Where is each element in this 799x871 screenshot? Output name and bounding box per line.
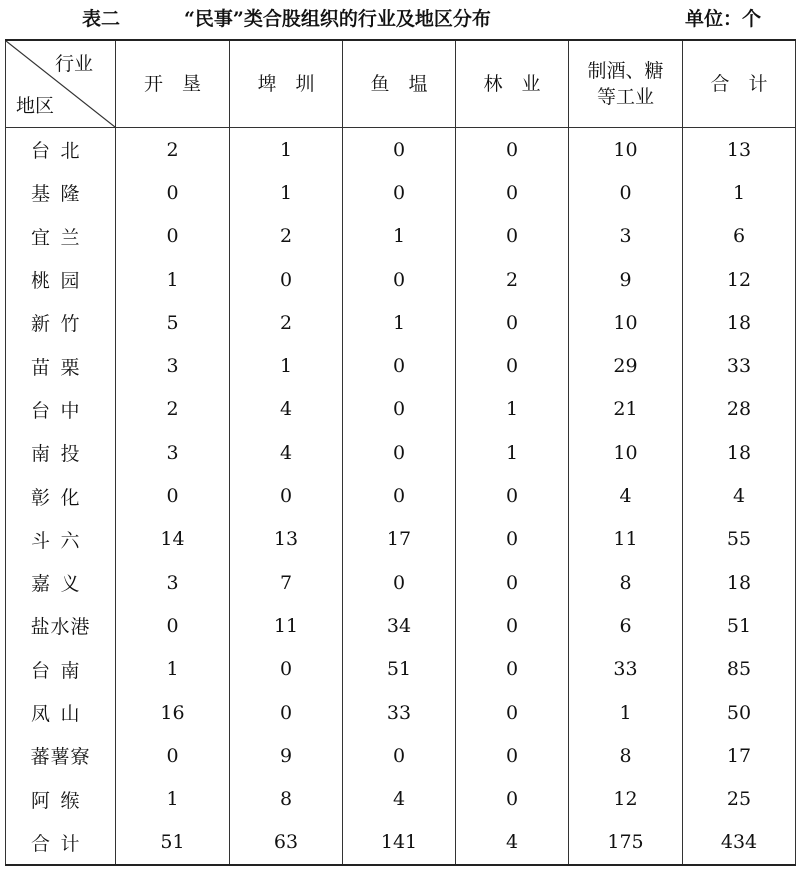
value-cell: 51: [683, 604, 796, 647]
value-cell: 0: [456, 734, 569, 777]
value-cell: 0: [456, 171, 569, 214]
value-cell: 434: [683, 821, 796, 865]
region-cell: 凤山: [6, 691, 116, 734]
value-cell: 11: [230, 604, 343, 647]
value-cell: 0: [343, 734, 456, 777]
data-table: [5, 39, 796, 866]
value-cell: 1: [116, 777, 230, 820]
value-cell: 8: [569, 734, 683, 777]
table-row: [6, 388, 796, 431]
value-cell: 0: [116, 474, 230, 517]
value-cell: 12: [569, 777, 683, 820]
value-cell: 4: [456, 821, 569, 865]
value-cell: 1: [456, 431, 569, 474]
value-cell: 0: [343, 474, 456, 517]
value-cell: 0: [343, 128, 456, 172]
value-cell: 13: [230, 518, 343, 561]
value-cell: 1: [116, 258, 230, 301]
value-cell: 1: [230, 128, 343, 172]
value-cell: 3: [569, 215, 683, 258]
value-cell: 0: [343, 171, 456, 214]
value-cell: 2: [116, 128, 230, 172]
table-row: [6, 648, 796, 691]
value-cell: 16: [116, 691, 230, 734]
region-cell: 台南: [6, 648, 116, 691]
value-cell: 141: [343, 821, 456, 865]
table-unit: 单位：个: [684, 8, 761, 30]
value-cell: 18: [683, 301, 796, 344]
value-cell: 10: [569, 431, 683, 474]
table-row: [6, 561, 796, 604]
value-cell: 14: [116, 518, 230, 561]
region-cell: 桃园: [6, 258, 116, 301]
value-cell: 8: [230, 777, 343, 820]
value-cell: 17: [343, 518, 456, 561]
value-cell: 1: [343, 301, 456, 344]
value-cell: 1: [116, 648, 230, 691]
value-cell: 0: [343, 344, 456, 387]
value-cell: 10: [569, 301, 683, 344]
column-header-industry: [569, 40, 683, 128]
table-row: [6, 431, 796, 474]
region-cell: 合计: [6, 821, 116, 865]
column-header-yuwen: 鱼 塭: [343, 40, 456, 128]
column-header-linye: 林 业: [456, 40, 569, 128]
table-row: [6, 171, 796, 214]
value-cell: 0: [116, 734, 230, 777]
value-cell: 4: [343, 777, 456, 820]
value-cell: 33: [343, 691, 456, 734]
value-cell: 12: [683, 258, 796, 301]
table-row: [6, 474, 796, 517]
value-cell: 0: [343, 431, 456, 474]
value-cell: 2: [456, 258, 569, 301]
value-cell: 2: [116, 388, 230, 431]
value-cell: 3: [116, 431, 230, 474]
region-cell: 南投: [6, 431, 116, 474]
value-cell: 33: [683, 344, 796, 387]
value-cell: 0: [343, 258, 456, 301]
value-cell: 0: [116, 604, 230, 647]
table-row: [6, 258, 796, 301]
table-row: [6, 344, 796, 387]
value-cell: 2: [230, 301, 343, 344]
table-caption: [0, 4, 799, 34]
region-cell: 阿缑: [6, 777, 116, 820]
corner-region-label: 地区: [16, 95, 55, 117]
value-cell: 0: [343, 388, 456, 431]
column-header-kaiken: 开 垦: [116, 40, 230, 128]
region-cell: 苗栗: [6, 344, 116, 387]
region-cell: 新竹: [6, 301, 116, 344]
table-row: [6, 604, 796, 647]
value-cell: 1: [230, 344, 343, 387]
value-cell: 51: [343, 648, 456, 691]
table-row: [6, 128, 796, 172]
value-cell: 11: [569, 518, 683, 561]
region-cell: 嘉义: [6, 561, 116, 604]
value-cell: 5: [116, 301, 230, 344]
corner-header-cell: [6, 40, 116, 128]
value-cell: 0: [343, 561, 456, 604]
corner-industry-label: 行业: [54, 53, 93, 75]
value-cell: 50: [683, 691, 796, 734]
value-cell: 34: [343, 604, 456, 647]
value-cell: 0: [569, 171, 683, 214]
value-cell: 0: [116, 171, 230, 214]
region-cell: 台北: [6, 128, 116, 172]
table-row: [6, 777, 796, 820]
value-cell: 0: [456, 474, 569, 517]
region-cell: 蕃薯寮: [6, 734, 116, 777]
value-cell: 1: [456, 388, 569, 431]
table-body: [6, 128, 796, 866]
value-cell: 1: [569, 691, 683, 734]
value-cell: 51: [116, 821, 230, 865]
value-cell: 28: [683, 388, 796, 431]
value-cell: 0: [456, 604, 569, 647]
value-cell: 0: [456, 128, 569, 172]
column-header-pizhen: 埤 圳: [230, 40, 343, 128]
region-cell: 彰化: [6, 474, 116, 517]
value-cell: 18: [683, 431, 796, 474]
value-cell: 4: [230, 431, 343, 474]
value-cell: 3: [116, 344, 230, 387]
region-cell: 斗六: [6, 518, 116, 561]
value-cell: 33: [569, 648, 683, 691]
value-cell: 9: [569, 258, 683, 301]
value-cell: 0: [456, 561, 569, 604]
value-cell: 85: [683, 648, 796, 691]
column-header-industry-line2: 等工业: [596, 86, 654, 108]
value-cell: 0: [230, 648, 343, 691]
value-cell: 175: [569, 821, 683, 865]
value-cell: 10: [569, 128, 683, 172]
value-cell: 13: [683, 128, 796, 172]
value-cell: 4: [683, 474, 796, 517]
value-cell: 4: [230, 388, 343, 431]
value-cell: 21: [569, 388, 683, 431]
value-cell: 1: [683, 171, 796, 214]
value-cell: 0: [230, 258, 343, 301]
value-cell: 0: [456, 215, 569, 258]
value-cell: 0: [230, 691, 343, 734]
value-cell: 7: [230, 561, 343, 604]
table-title: “民事”类合股组织的行业及地区分布: [184, 8, 491, 30]
value-cell: 6: [569, 604, 683, 647]
value-cell: 0: [456, 518, 569, 561]
value-cell: 1: [343, 215, 456, 258]
value-cell: 18: [683, 561, 796, 604]
table-row: [6, 821, 796, 865]
table-row: [6, 691, 796, 734]
value-cell: 0: [116, 215, 230, 258]
value-cell: 3: [116, 561, 230, 604]
table-row: [6, 518, 796, 561]
table-row: [6, 301, 796, 344]
value-cell: 0: [456, 344, 569, 387]
value-cell: 6: [683, 215, 796, 258]
value-cell: 4: [569, 474, 683, 517]
region-cell: 基隆: [6, 171, 116, 214]
value-cell: 55: [683, 518, 796, 561]
table-row: [6, 215, 796, 258]
region-cell: 盐水港: [6, 604, 116, 647]
header-row: [6, 40, 796, 128]
region-cell: 台中: [6, 388, 116, 431]
value-cell: 0: [230, 474, 343, 517]
value-cell: 63: [230, 821, 343, 865]
table-row: [6, 734, 796, 777]
value-cell: 0: [456, 301, 569, 344]
column-header-industry-line1: 制酒、糖: [587, 60, 664, 82]
region-cell: 宜兰: [6, 215, 116, 258]
value-cell: 0: [456, 648, 569, 691]
value-cell: 8: [569, 561, 683, 604]
value-cell: 2: [230, 215, 343, 258]
value-cell: 1: [230, 171, 343, 214]
value-cell: 9: [230, 734, 343, 777]
value-cell: 0: [456, 777, 569, 820]
table-number: 表二: [82, 8, 121, 30]
value-cell: 0: [456, 691, 569, 734]
value-cell: 25: [683, 777, 796, 820]
value-cell: 17: [683, 734, 796, 777]
value-cell: 29: [569, 344, 683, 387]
column-header-total: 合 计: [683, 40, 796, 128]
